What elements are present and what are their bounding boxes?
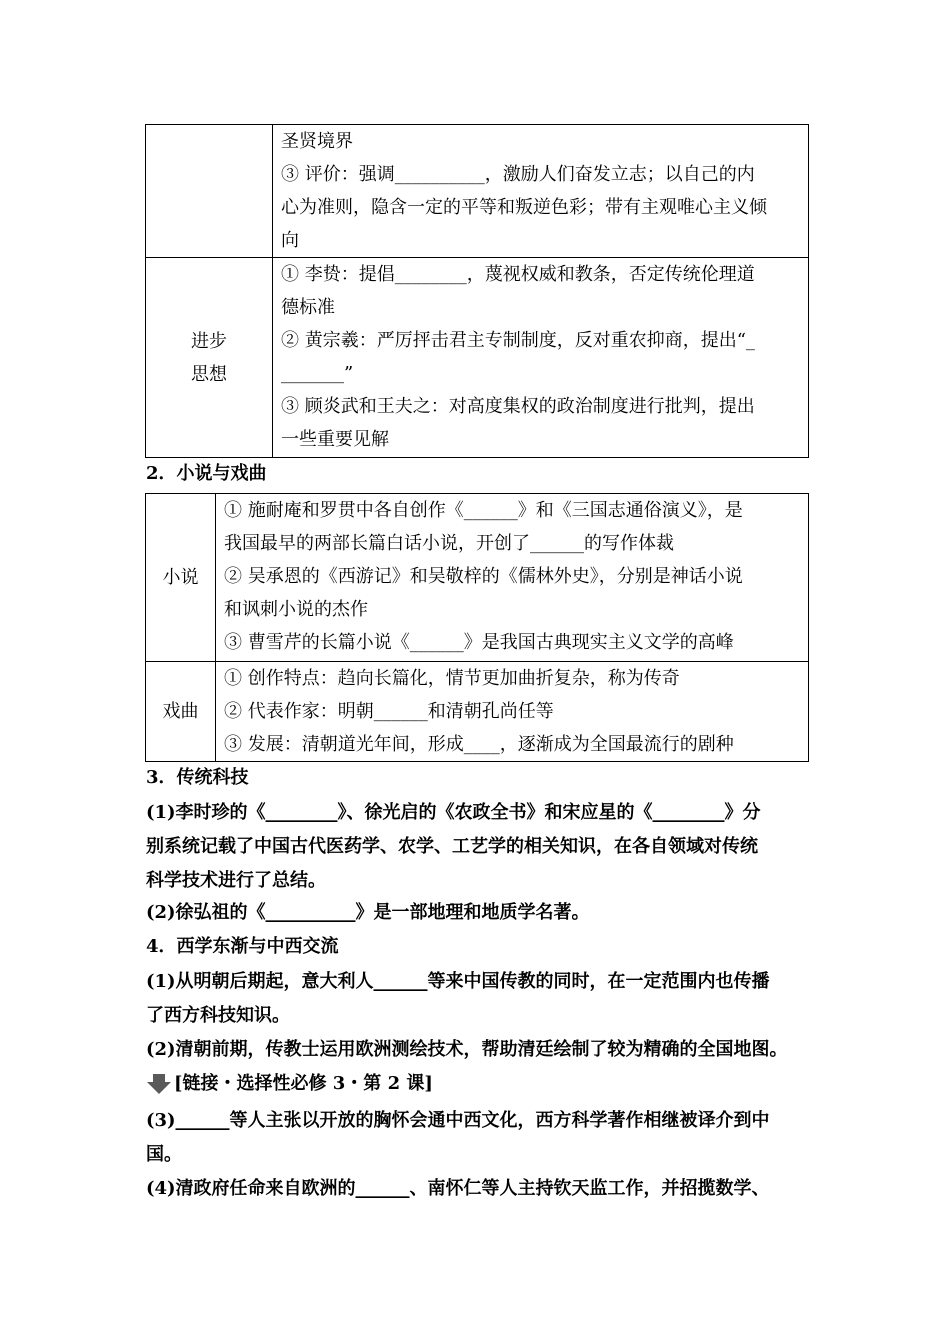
text-line: 国。 (146, 1144, 182, 1165)
text-line: ① 创作特点：趋向长篇化，情节更加曲折复杂，称为传奇 (224, 668, 680, 689)
content-cell (216, 662, 809, 762)
content-cell (273, 258, 809, 458)
text-line: ① 施耐庵和罗贯中各自创作《______》和《三国志通俗演义》，是 (224, 500, 743, 521)
down-arrow-icon (146, 1073, 172, 1095)
table-row (146, 494, 809, 662)
text-line: (1)李时珍的《________》、徐光启的《农政全书》和宋应星的《________》分 (146, 802, 761, 823)
text-line: 德标准 (281, 297, 335, 318)
table-row (146, 125, 809, 258)
section-heading: 3．传统科技 (146, 767, 249, 788)
novel-opera-table (145, 493, 809, 762)
text-line: (2)清朝前期，传教士运用欧洲测绘技术，帮助清廷绘制了较为精确的全国地图。 (146, 1039, 788, 1060)
text-line: 科学技术进行了总结。 (146, 870, 326, 891)
text-line: _______” (281, 363, 354, 384)
text-line: 了西方科技知识。 (146, 1005, 290, 1026)
text-line: 圣贤境界 (281, 131, 353, 152)
text-line: ① 李贽：提倡________，蔑视权威和教条，否定传统伦理道 (281, 264, 755, 285)
content-cell (273, 125, 809, 258)
text-line: 和讽刺小说的杰作 (224, 599, 368, 620)
category-label: 进步 (191, 330, 227, 352)
category-cell: 戏曲 (146, 662, 216, 762)
table-row (146, 662, 809, 762)
text-line: (2)徐弘祖的《__________》是一部地理和地质学名著。 (146, 902, 590, 923)
paragraph (146, 896, 810, 930)
text-line: 一些重要见解 (281, 429, 389, 450)
section-heading: 4．西学东渐与中西交流 (146, 936, 339, 957)
text-line: ② 吴承恩的《西游记》和吴敬梓的《儒林外史》，分别是神话小说 (224, 566, 743, 587)
text-line: ② 代表作家：明朝______和清朝孔尚任等 (224, 701, 554, 722)
text-line: 别系统记载了中国古代医药学、农学、工艺学的相关知识，在各自领域对传统 (146, 836, 758, 857)
content-cell (216, 494, 809, 662)
text-line: 向 (281, 230, 299, 251)
text-line: (4)清政府任命来自欧洲的______、南怀仁等人主持钦天监工作，并招揽数学、 (146, 1178, 770, 1199)
category-cell (146, 258, 273, 458)
category-cell: 小说 (146, 494, 216, 662)
text-line: ③ 评价：强调__________，激励人们奋发立志；以自己的内 (281, 164, 755, 185)
text-line: ③ 顾炎武和王夫之：对高度集权的政治制度进行批判，提出 (281, 396, 755, 417)
paragraph (146, 1172, 810, 1206)
text-line: ③ 发展：清朝道光年间，形成____，逐渐成为全国最流行的剧种 (224, 734, 734, 755)
link-reference (146, 1068, 433, 1100)
paragraph (146, 1104, 810, 1172)
text-line: (3)______等人主张以开放的胸怀会通中西文化，西方科学著作相继被译介到中 (146, 1110, 770, 1131)
paragraph (146, 796, 810, 898)
category-label: 思想 (191, 363, 227, 385)
section-heading: 2．小说与戏曲 (146, 463, 267, 484)
text-line: 我国最早的两部长篇白话小说，开创了______的写作体裁 (224, 533, 674, 554)
text-line: ③ 曹雪芹的长篇小说《______》是我国古典现实主义文学的高峰 (224, 632, 734, 653)
text-line: 心为准则，隐含一定的平等和叛逆色彩；带有主观唯心主义倾 (281, 197, 767, 218)
paragraph (146, 965, 810, 1033)
link-label: [链接・选择性必修 3・第 2 课] (174, 1073, 433, 1094)
category-cell (146, 125, 273, 258)
table-row (146, 258, 809, 458)
text-line: ② 黄宗羲：严厉抨击君主专制制度，反对重农抑商，提出“_ (281, 330, 755, 351)
text-line: (1)从明朝后期起，意大利人______等来中国传教的同时，在一定范围内也传播 (146, 971, 770, 992)
paragraph (146, 1033, 810, 1067)
thought-table (145, 124, 809, 458)
